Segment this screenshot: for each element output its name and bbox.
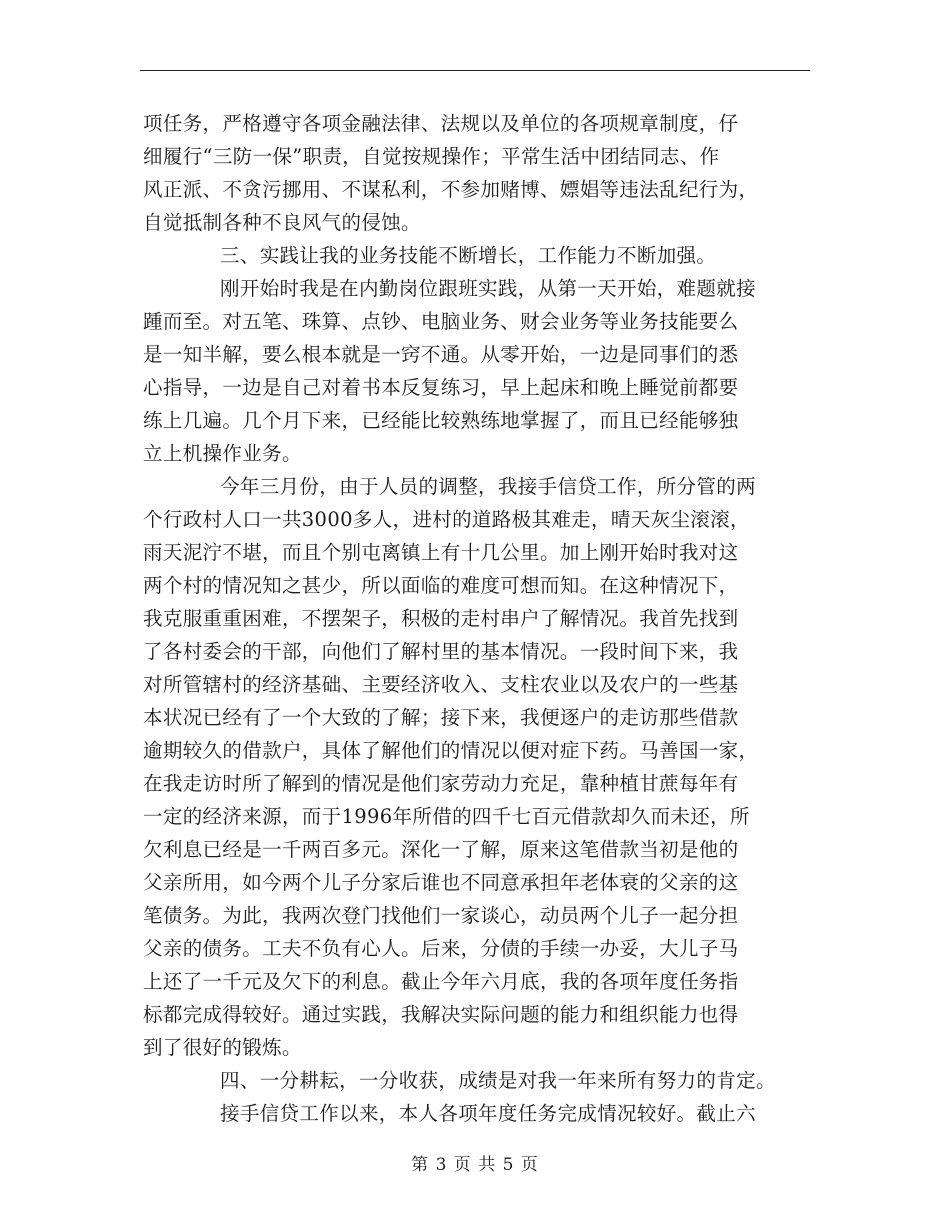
body-line-28: 标都完成得较好。通过实践，我解决实际问题的能力和组织能力也得 (143, 1003, 739, 1026)
page-footer: 第 3 页 共 5 页 (411, 1155, 539, 1175)
body-line-27: 上还了一千元及欠下的利息。截止今年六月底，我的各项年度任务指 (143, 970, 739, 993)
body-line-31: 接手信贷工作以来，本人各项年度任务完成情况较好。截止六 (220, 1102, 756, 1125)
body-line-9: 心指导，一边是自己对着书本反复练习，早上起床和晚上睡觉前都要 (143, 376, 739, 399)
body-line-1: 项任务，严格遵守各项金融法律、法规以及单位的各项规章制度，仔 (143, 112, 739, 135)
body-line-18: 对所管辖村的经济基础、主要经济收入、支柱农业以及农户的一些基 (143, 673, 739, 696)
body-line-3: 风正派、不贪污挪用、不谋私利，不参加赌博、嫖娼等违法乱纪行为， (143, 178, 759, 201)
body-line-22: 一定的经济来源，而于1996年所借的四千七百元借款却久而未还，所 (143, 805, 750, 828)
body-line-10: 练上几遍。几个月下来，已经能比较熟练地掌握了，而且已经能够独 (143, 409, 739, 432)
body-line-23: 欠利息已经是一千两百多元。深化一了解，原来这笔借款当初是他的 (143, 838, 739, 861)
body-line-29: 到了很好的锻炼。 (143, 1036, 302, 1059)
body-line-25: 笔债务。为此，我两次登门找他们一家谈心，动员两个儿子一起分担 (143, 904, 739, 927)
body-line-7: 踵而至。对五笔、珠算、点钞、电脑业务、财会业务等业务技能要么 (143, 310, 739, 333)
body-line-19: 本状况已经有了一个大致的了解；接下来，我便逐户的走访那些借款 (143, 706, 739, 729)
body-line-12: 今年三月份，由于人员的调整，我接手信贷工作，所分管的两 (220, 475, 756, 498)
body-line-14: 雨天泥泞不堪，而且个别屯离镇上有十几公里。加上刚开始时我对这 (143, 541, 739, 564)
body-line-15: 两个村的情况知之甚少，所以面临的难度可想而知。在这种情况下， (143, 574, 739, 597)
body-line-13: 个行政村人口一共3000多人，进村的道路极其难走，晴天灰尘滚滚， (143, 508, 750, 531)
body-line-6: 刚开始时我是在内勤岗位跟班实践，从第一天开始，难题就接 (220, 277, 756, 300)
body-line-24: 父亲所用，如今两个儿子分家后谁也不同意承担年老体衰的父亲的这 (143, 871, 739, 894)
body-line-17: 了各村委会的干部，向他们了解村里的基本情况。一段时间下来，我 (143, 640, 739, 663)
body-line-2: 细履行“三防一保”职责，自觉按规操作；平常生活中团结同志、作 (143, 145, 720, 168)
body-line-21: 在我走访时所了解到的情况是他们家劳动力充足，靠种植甘蔗每年有 (143, 772, 739, 795)
section-heading-3: 三、实践让我的业务技能不断增长，工作能力不断加强。 (220, 244, 717, 267)
document-body (143, 107, 823, 1130)
body-line-16: 我克服重重困难，不摆架子，积极的走村串户了解情况。我首先找到 (143, 607, 739, 630)
body-line-11: 立上机操作业务。 (143, 442, 302, 465)
body-line-26: 父亲的债务。工夫不负有心人。后来，分债的手续一办妥，大儿子马 (143, 937, 739, 960)
section-heading-4: 四、一分耕耘，一分收获，成绩是对我一年来所有努力的肯定。 (220, 1069, 776, 1092)
body-line-20: 逾期较久的借款户，具体了解他们的情况以便对症下药。马善国一家， (143, 739, 759, 762)
body-line-8: 是一知半解，要么根本就是一窍不通。从零开始，一边是同事们的悉 (143, 343, 739, 366)
body-line-4: 自觉抵制各种不良风气的侵蚀。 (143, 211, 421, 234)
header-rule (140, 70, 810, 71)
